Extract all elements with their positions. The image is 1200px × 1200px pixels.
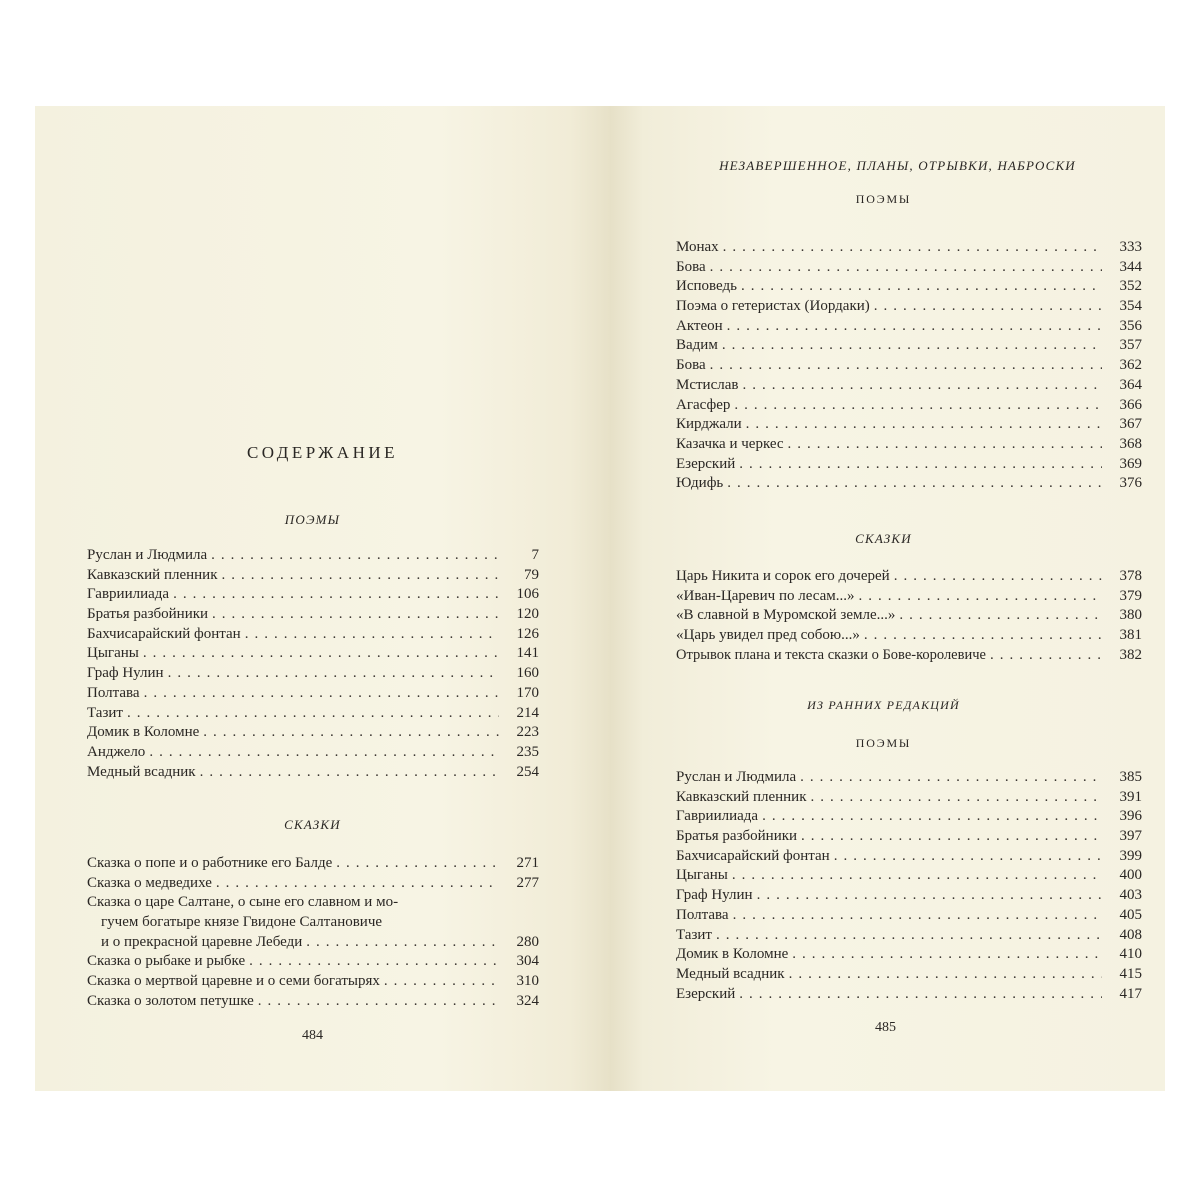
toc-entry[interactable]: «Иван-Царевич по лесам...» ..... 379 xyxy=(676,587,1142,607)
page-number: 485 xyxy=(875,1020,896,1035)
dot-leader xyxy=(858,587,1102,607)
section-heading-tales: СКАЗКИ xyxy=(284,817,341,832)
toc-entry[interactable]: «Царь увидел пред собою...» ..... 381 xyxy=(676,626,1142,646)
dot-leader xyxy=(212,605,499,625)
toc-list-unfinished-poems xyxy=(676,238,1142,494)
dot-leader xyxy=(739,455,1102,475)
toc-entry[interactable]: Кавказский пленник ..... 79 xyxy=(87,566,539,586)
toc-entry[interactable]: Поэма о гетеристах (Иордаки) ..... 354 xyxy=(676,297,1142,317)
dot-leader xyxy=(734,396,1102,416)
dot-leader xyxy=(211,546,499,566)
toc-entry[interactable]: Езерский ..... 417 xyxy=(676,985,1142,1005)
dot-leader xyxy=(143,644,499,664)
dot-leader xyxy=(762,807,1102,827)
dot-leader xyxy=(200,763,499,783)
toc-list-unfinished-tales xyxy=(676,567,1142,665)
toc-list-tales xyxy=(87,854,539,1012)
dot-leader xyxy=(149,743,499,763)
dot-leader xyxy=(789,965,1102,985)
dot-leader xyxy=(894,567,1102,587)
toc-list-poems xyxy=(87,546,539,782)
dot-leader xyxy=(746,415,1102,435)
toc-entry[interactable]: Анджело ..... 235 xyxy=(87,743,539,763)
toc-entry[interactable]: Исповедь ..... 352 xyxy=(676,277,1142,297)
dot-leader xyxy=(733,906,1102,926)
toc-entry[interactable]: Вадим ..... 357 xyxy=(676,336,1142,356)
dot-leader xyxy=(245,625,499,645)
toc-entry[interactable]: Граф Нулин ..... 160 xyxy=(87,664,539,684)
toc-entry[interactable]: Граф Нулин ..... 403 xyxy=(676,886,1142,906)
toc-entry[interactable]: Братья разбойники ..... 120 xyxy=(87,605,539,625)
subsection-heading-poems: ПОЭМЫ xyxy=(855,736,912,750)
toc-entry[interactable]: Бова ..... 362 xyxy=(676,356,1142,376)
toc-entry[interactable]: Езерский ..... 369 xyxy=(676,455,1142,475)
toc-entry[interactable]: Отрывок плана и текста сказки о Бове-королевиче ..... 382 xyxy=(676,646,1142,666)
dot-leader xyxy=(800,768,1102,788)
toc-entry[interactable]: Полтава ..... 405 xyxy=(676,906,1142,926)
toc-entry[interactable]: Тазит ..... 408 xyxy=(676,926,1142,946)
dot-leader xyxy=(258,992,499,1012)
toc-list-early-redactions xyxy=(676,768,1142,1004)
toc-entry[interactable]: Медный всадник ..... 415 xyxy=(676,965,1142,985)
page-number: 484 xyxy=(302,1028,323,1043)
book-spread xyxy=(35,106,1165,1091)
toc-entry[interactable]: Казачка и черкес ..... 368 xyxy=(676,435,1142,455)
toc-entry[interactable]: Сказка о золотом петушке ..... 324 xyxy=(87,992,539,1012)
toc-entry[interactable]: Юдифь ..... 376 xyxy=(676,474,1142,494)
toc-entry[interactable]: Бова ..... 344 xyxy=(676,258,1142,278)
dot-leader xyxy=(710,356,1102,376)
contents-title: СОДЕРЖАНИЕ xyxy=(246,443,399,462)
toc-entry[interactable]: Кирджали ..... 367 xyxy=(676,415,1142,435)
toc-entry[interactable]: Мстислав ..... 364 xyxy=(676,376,1142,396)
toc-entry[interactable]: Актеон ..... 356 xyxy=(676,317,1142,337)
dot-leader xyxy=(792,945,1102,965)
toc-entry[interactable]: Бахчисарайский фонтан ..... 399 xyxy=(676,847,1142,867)
toc-entry[interactable]: Кавказский пленник ..... 391 xyxy=(676,788,1142,808)
dot-leader xyxy=(249,952,499,972)
dot-leader xyxy=(864,626,1102,646)
dot-leader xyxy=(203,723,499,743)
dot-leader xyxy=(216,874,499,894)
toc-entry[interactable]: Монах ..... 333 xyxy=(676,238,1142,258)
dot-leader xyxy=(741,277,1102,297)
toc-entry[interactable]: «В славной в Муромской земле...» ..... 380 xyxy=(676,606,1142,626)
toc-entry[interactable]: Руслан и Людмила ..... 385 xyxy=(676,768,1142,788)
left-page xyxy=(35,106,610,1091)
dot-leader xyxy=(899,606,1102,626)
toc-entry[interactable]: Бахчисарайский фонтан ..... 126 xyxy=(87,625,539,645)
dot-leader xyxy=(810,788,1102,808)
dot-leader xyxy=(716,926,1102,946)
toc-entry[interactable]: Сказка о рыбаке и рыбке ..... 304 xyxy=(87,952,539,972)
dot-leader xyxy=(336,854,499,874)
toc-entry[interactable]: Братья разбойники ..... 397 xyxy=(676,827,1142,847)
toc-entry[interactable]: Домик в Коломне ..... 410 xyxy=(676,945,1142,965)
dot-leader xyxy=(874,297,1102,317)
toc-entry[interactable]: Тазит ..... 214 xyxy=(87,704,539,724)
toc-entry[interactable]: Цыганы ..... 400 xyxy=(676,866,1142,886)
dot-leader xyxy=(742,376,1102,396)
toc-entry[interactable]: Гавриилиада ..... 396 xyxy=(676,807,1142,827)
dot-leader xyxy=(127,704,499,724)
dot-leader xyxy=(990,646,1102,666)
toc-entry[interactable]: Царь Никита и сорок его дочерей ..... 378 xyxy=(676,567,1142,587)
toc-entry[interactable]: Агасфер ..... 366 xyxy=(676,396,1142,416)
dot-leader xyxy=(727,474,1102,494)
section-heading-poems: ПОЭМЫ xyxy=(855,192,912,206)
dot-leader xyxy=(739,985,1102,1005)
dot-leader xyxy=(788,435,1102,455)
dot-leader xyxy=(710,258,1102,278)
toc-entry[interactable]: Цыганы ..... 141 xyxy=(87,644,539,664)
dot-leader xyxy=(144,684,499,704)
section-heading-tales: СКАЗКИ xyxy=(855,531,912,546)
dot-leader xyxy=(834,847,1102,867)
section-heading-early-redactions: ИЗ РАННИХ РЕДАКЦИЙ xyxy=(807,698,960,712)
dot-leader xyxy=(221,566,499,586)
toc-entry-multiline[interactable]: Сказка о царе Салтане, о сыне его славном и мо- гучем богатыре князе Гвидоне Салтановиче и о прекрасной царевне Лебеди ..... 280 xyxy=(87,893,539,952)
toc-entry[interactable]: Медный всадник ..... 254 xyxy=(87,763,539,783)
toc-entry[interactable]: Домик в Коломне ..... 223 xyxy=(87,723,539,743)
dot-leader xyxy=(722,336,1102,356)
toc-entry[interactable]: Сказка о мертвой царевне и о семи богатырях ..... 310 xyxy=(87,972,539,992)
toc-entry[interactable]: Сказка о медведихе ..... 277 xyxy=(87,874,539,894)
dot-leader xyxy=(727,317,1102,337)
toc-entry[interactable]: Руслан и Людмила ..... 7 xyxy=(87,546,539,566)
running-header: НЕЗАВЕРШЕННОЕ, ПЛАНЫ, ОТРЫВКИ, НАБРОСКИ xyxy=(719,158,1076,173)
right-page xyxy=(610,106,1165,1091)
section-heading-poems: ПОЭМЫ xyxy=(284,512,341,527)
dot-leader xyxy=(306,933,499,953)
toc-entry[interactable]: Полтава ..... 170 xyxy=(87,684,539,704)
toc-entry[interactable]: Сказка о попе и о работнике его Балде ..... 271 xyxy=(87,854,539,874)
toc-entry[interactable]: Гавриилиада ..... 106 xyxy=(87,585,539,605)
dot-leader xyxy=(801,827,1102,847)
dot-leader xyxy=(732,866,1102,886)
dot-leader xyxy=(173,585,499,605)
dot-leader xyxy=(168,664,499,684)
dot-leader xyxy=(384,972,499,992)
dot-leader xyxy=(723,238,1102,258)
dot-leader xyxy=(757,886,1102,906)
